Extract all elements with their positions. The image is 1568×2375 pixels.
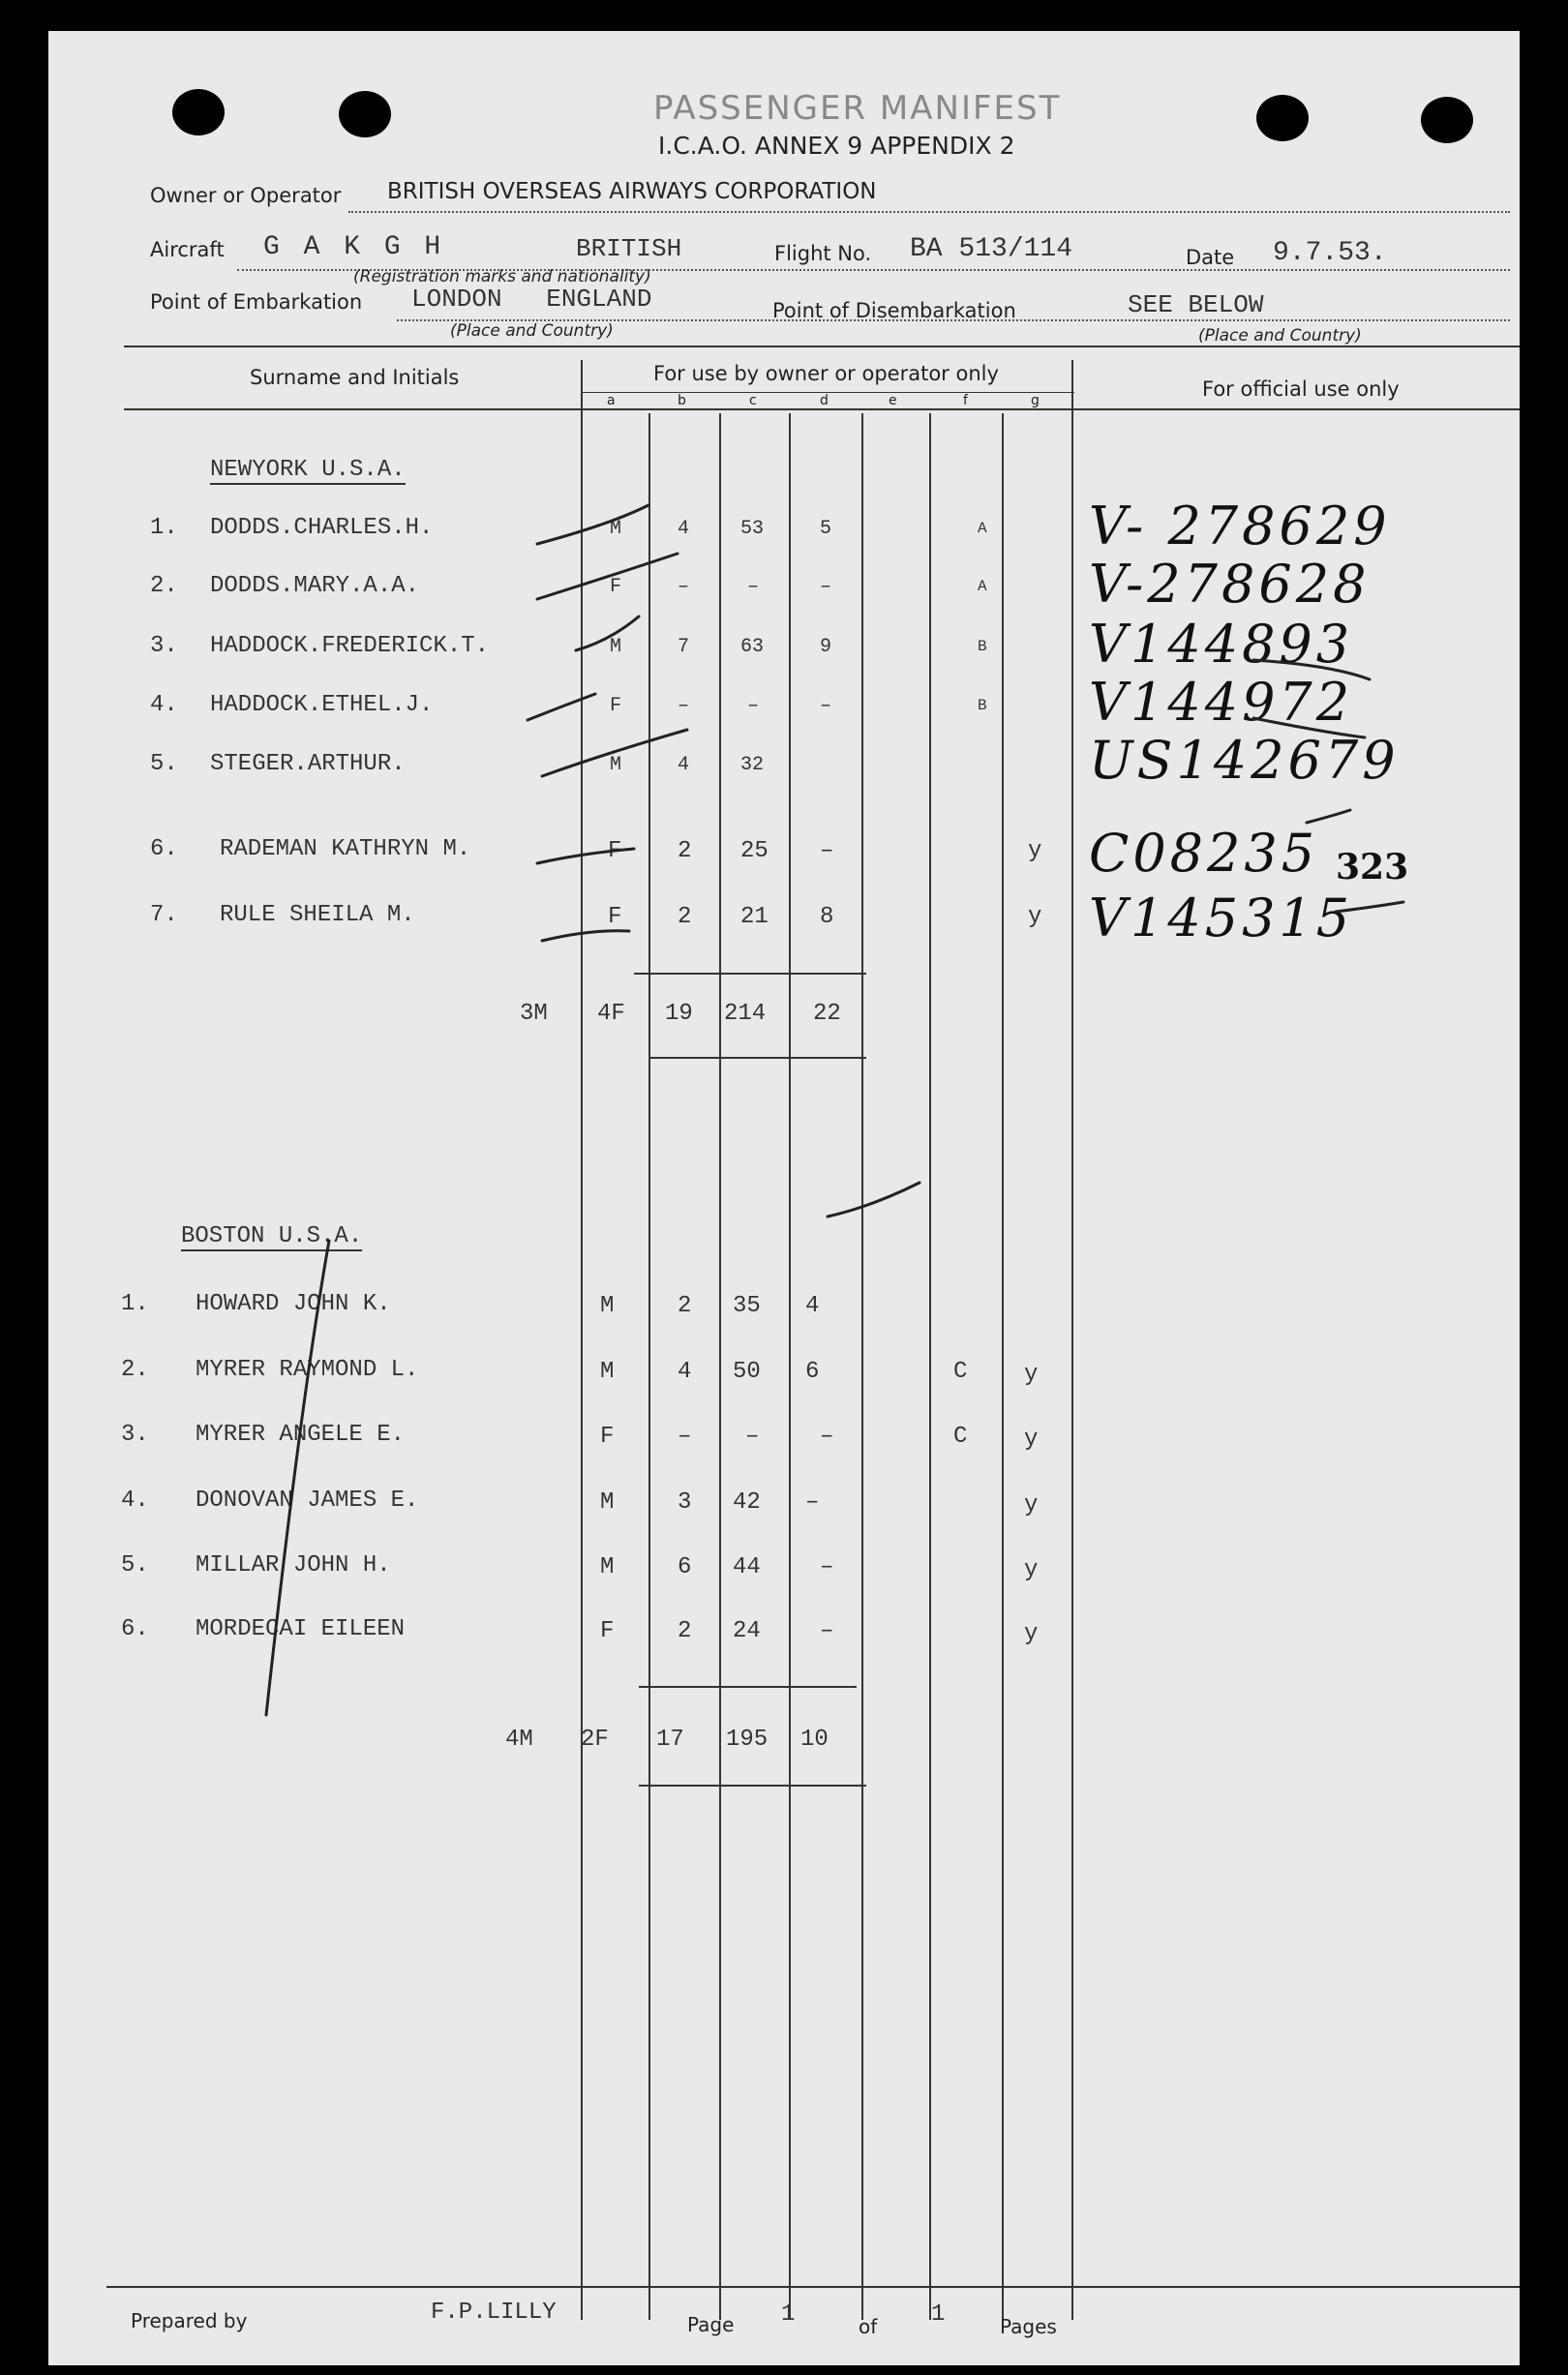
subcol-d: d	[820, 393, 829, 408]
col-owner-use-header: For use by owner or operator only	[653, 362, 999, 385]
passenger-name: MYRER RAYMOND L.	[196, 1357, 419, 1383]
cell-g: y	[1024, 1362, 1039, 1388]
cell-c: –	[747, 695, 760, 717]
total-c: 195	[726, 1727, 769, 1753]
row-number: 6.	[150, 836, 178, 862]
cell-b: 2	[678, 904, 692, 930]
official-number: V145315	[1089, 887, 1354, 948]
pages-label: Pages	[1000, 2315, 1057, 2338]
owner-value: BRITISH OVERSEAS AIRWAYS CORPORATION	[387, 179, 877, 204]
cell-g: y	[1024, 1557, 1039, 1583]
passenger-name: DODDS.CHARLES.H.	[210, 515, 434, 541]
owner-label: Owner or Operator	[150, 184, 342, 207]
prepared-by-value: F.P.LILLY	[431, 2300, 557, 2326]
passenger-name: MYRER ANGELE E.	[196, 1422, 406, 1448]
row-number: 4.	[150, 692, 178, 718]
total-d: 10	[800, 1727, 829, 1753]
total-females: 4F	[597, 1001, 625, 1027]
cell-a: M	[600, 1554, 615, 1580]
official-number: V-278628	[1089, 554, 1371, 615]
group-heading-newyork: NEWYORK U.S.A.	[210, 457, 406, 483]
total-males: 3M	[520, 1001, 548, 1027]
total-d: 22	[813, 1001, 841, 1027]
page-label: Page	[687, 2313, 735, 2336]
row-number: 1.	[150, 515, 178, 541]
subcol-c: c	[749, 393, 757, 408]
cell-c: 63	[740, 636, 765, 658]
total-c: 214	[724, 1001, 767, 1027]
date-value: 9.7.53.	[1273, 238, 1387, 268]
cell-b: 2	[678, 1618, 692, 1644]
official-number: C08235	[1089, 823, 1319, 884]
col-official-header: For official use only	[1202, 377, 1400, 401]
cell-b: –	[678, 576, 690, 598]
cell-b: 7	[678, 636, 690, 658]
passenger-name: HOWARD JOHN K.	[196, 1291, 391, 1317]
of-label: of	[859, 2315, 878, 2338]
cell-a: M	[610, 754, 622, 776]
prepared-by-label: Prepared by	[131, 2309, 248, 2332]
cell-c: 32	[740, 754, 765, 776]
cell-a: M	[600, 1293, 615, 1319]
cell-d: –	[820, 1618, 834, 1644]
total-males: 4M	[505, 1727, 533, 1753]
cell-f: C	[953, 1359, 968, 1385]
manifest-page	[48, 31, 1520, 2365]
row-number: 3.	[121, 1422, 149, 1448]
cell-c: 42	[733, 1489, 761, 1516]
row-number: 5.	[121, 1552, 149, 1578]
disembarkation-value: SEE BELOW	[1128, 290, 1264, 319]
passenger-name: DONOVAN JAMES E.	[196, 1488, 419, 1514]
cell-f: C	[953, 1424, 968, 1450]
cell-d: –	[820, 838, 834, 864]
row-number: 3.	[150, 633, 178, 659]
subcol-a: a	[607, 393, 616, 408]
disembarkation-note: (Place and Country)	[1198, 326, 1362, 346]
cell-a: F	[610, 576, 622, 598]
cell-a: M	[600, 1489, 615, 1516]
subcol-f: f	[963, 393, 968, 408]
passenger-name: MORDECAI EILEEN	[196, 1616, 406, 1642]
cell-d: –	[820, 695, 832, 717]
cell-g: y	[1024, 1621, 1039, 1647]
group-heading-boston: BOSTON U.S.A.	[181, 1223, 363, 1249]
passenger-name: RADEMAN KATHRYN M.	[220, 836, 471, 862]
embarkation-note: (Place and Country)	[450, 321, 614, 341]
cell-b: 3	[678, 1489, 692, 1516]
cell-d: 8	[820, 904, 834, 930]
form-subtitle: I.C.A.O. ANNEX 9 APPENDIX 2	[658, 132, 1015, 160]
cell-g: y	[1024, 1492, 1039, 1518]
passenger-name: HADDOCK.FREDERICK.T.	[210, 633, 490, 659]
total-b: 17	[656, 1727, 684, 1753]
cell-a: F	[608, 904, 622, 930]
page-number: 1	[781, 2301, 796, 2328]
cell-g: y	[1028, 838, 1042, 864]
passenger-name: RULE SHEILA M.	[220, 902, 415, 928]
aircraft-note: (Registration marks and nationality)	[353, 267, 651, 286]
subcol-g: g	[1031, 393, 1040, 408]
pen-marks	[48, 31, 1520, 2365]
embarkation-value: LONDON ENGLAND	[411, 285, 652, 314]
row-number: 7.	[150, 902, 178, 928]
form-title: PASSENGER MANIFEST	[653, 89, 1062, 128]
date-label: Date	[1186, 246, 1235, 269]
cell-c: 53	[740, 518, 765, 540]
cell-g: y	[1028, 904, 1042, 930]
cell-d: –	[820, 576, 832, 598]
passenger-name: HADDOCK.ETHEL.J.	[210, 692, 434, 718]
cell-b: 4	[678, 1359, 692, 1385]
official-stamp-number: 323	[1336, 847, 1409, 887]
cell-b: 4	[678, 518, 690, 540]
cell-d: 5	[820, 518, 832, 540]
official-number: V- 278629	[1089, 496, 1391, 556]
cell-a: F	[600, 1424, 615, 1450]
aircraft-registration: G A K G H	[263, 232, 445, 262]
col-surname-header: Surname and Initials	[250, 366, 460, 389]
subcol-e: e	[889, 393, 897, 408]
flight-number: BA 513/114	[910, 234, 1073, 264]
cell-f: A	[978, 578, 987, 595]
cell-b: –	[678, 1424, 692, 1450]
cell-c: –	[745, 1424, 760, 1450]
cell-c: 35	[733, 1293, 761, 1319]
row-number: 1.	[121, 1291, 149, 1317]
row-number: 5.	[150, 751, 178, 777]
cell-d: 4	[805, 1293, 820, 1319]
cell-f: B	[978, 697, 987, 714]
cell-b: 4	[678, 754, 690, 776]
disembarkation-label: Point of Disembarkation	[772, 299, 1016, 322]
passenger-name: MILLAR JOHN H.	[196, 1552, 391, 1578]
aircraft-nationality: BRITISH	[576, 234, 682, 263]
row-number: 6.	[121, 1616, 149, 1642]
cell-b: 6	[678, 1554, 692, 1580]
subcol-b: b	[678, 393, 686, 408]
total-b: 19	[665, 1001, 693, 1027]
cell-d: 9	[820, 636, 832, 658]
cell-a: M	[610, 636, 622, 658]
total-pages: 1	[931, 2301, 946, 2328]
row-number: 2.	[121, 1357, 149, 1383]
cell-b: –	[678, 695, 690, 717]
cell-c: 50	[733, 1359, 761, 1385]
cell-f: B	[978, 638, 987, 655]
cell-a: M	[610, 518, 622, 540]
cell-a: F	[600, 1618, 615, 1644]
cell-d: 6	[805, 1359, 820, 1385]
cell-c: 44	[733, 1554, 761, 1580]
cell-c: 24	[733, 1618, 761, 1644]
total-females: 2F	[581, 1727, 609, 1753]
cell-f: A	[978, 520, 987, 537]
cell-d: –	[820, 1424, 834, 1450]
passenger-name: STEGER.ARTHUR.	[210, 751, 406, 777]
flight-label: Flight No.	[774, 242, 872, 265]
cell-c: 21	[740, 904, 769, 930]
cell-g: y	[1024, 1427, 1039, 1453]
cell-b: 2	[678, 838, 692, 864]
official-number: US142679	[1089, 730, 1400, 791]
cell-d: –	[805, 1489, 820, 1516]
footer-rule	[106, 2286, 1520, 2288]
cell-d: –	[820, 1554, 834, 1580]
aircraft-label: Aircraft	[150, 238, 225, 261]
cell-a: M	[600, 1359, 615, 1385]
cell-c: 25	[740, 838, 769, 864]
cell-a: F	[610, 695, 622, 717]
row-number: 4.	[121, 1488, 149, 1514]
official-number: V144893	[1089, 614, 1354, 675]
row-number: 2.	[150, 573, 178, 599]
cell-a: F	[608, 838, 622, 864]
cell-b: 2	[678, 1293, 692, 1319]
official-number: V144972	[1089, 672, 1354, 733]
embarkation-label: Point of Embarkation	[150, 290, 363, 314]
passenger-name: DODDS.MARY.A.A.	[210, 573, 420, 599]
cell-c: –	[747, 576, 760, 598]
